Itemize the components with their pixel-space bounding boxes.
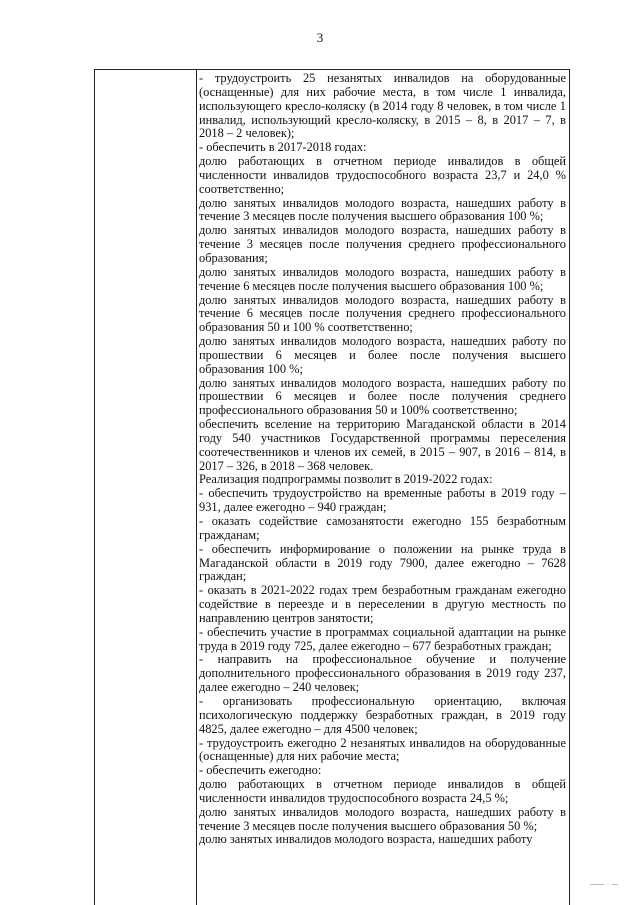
paragraph: - обеспечить в 2017-2018 годах: [199,140,367,155]
paragraph: долю занятых инвалидов молодого возраста, нашедших работу в течение 3 месяцев после получения высшего образования 100 %; [199,195,566,224]
paragraph: долю работающих в отчетном периоде инвалидов в общей численности инвалидов трудоспособного возраста 24,5 %; [199,777,566,805]
paragraph: - направить на профессиональное обучение и получение дополнительного профессионального образования в 2019 году 237, далее ежегодно – 240 человек; [199,652,566,695]
paragraph: - оказать содействие самозанятости ежегодно 155 безработным гражданам; [199,514,566,542]
paragraph: обеспечить вселение на территорию Магаданской области в 2014 году 540 участников Государственной программы переселения соотечественников и членов их семей, в 2015 – 907, в 2016 – 814, в 2017 – 326, в 2018 – 368 человек. [199,417,566,473]
paragraph: долю занятых инвалидов молодого возраста, нашедших работу по прошествии 6 месяцев и более после получения высшего образования 100 %; [199,334,566,376]
scan-speck [612,884,618,885]
paragraph: - трудоустроить ежегодно 2 незанятых инвалидов на оборудованные (оснащенные) для них рабочие места; [199,735,566,764]
scan-speck [590,884,604,885]
paragraph: долю занятых инвалидов молодого возраста, нашедших работу [199,832,533,847]
paragraph: - обеспечить ежегодно: [199,763,322,778]
paragraph: долю занятых инвалидов молодого возраста, нашедших работу в течение 3 месяцев после получения высшего образования 50 %; [199,804,566,833]
paragraph: - организовать профессиональную ориентацию, включая психологическую поддержку безработных граждан, в 2019 году 4825, далее ежегодно – для 4500 человек; [199,693,566,736]
paragraph: - трудоустроить 25 незанятых инвалидов на оборудованные (оснащенные) для них рабочие места, в том числе 1 инвалида, использующего кресло-коляску (в 2014 году 8 человек, в том числе 1 инвалид, использующий кресло-коляску, в 2015 – 8, в 2017 – 7, в 2018 – 2 человек); [199,71,566,141]
paragraph: - обеспечить участие в программах социальной адаптации на рынке труда в 2019 году 725, далее ежегодно – 677 безработных граждан; [199,624,566,653]
paragraph: Реализация подпрограммы позволит в 2019-2022 годах: [199,472,493,487]
paragraph: долю занятых инвалидов молодого возраста, нашедших работу в течение 6 месяцев после получения высшего образования 100 %; [199,264,566,293]
paragraph: - оказать в 2021-2022 годах трем безработным гражданам ежегодно содействие в переезде и в переселении в другую местность по направлению центров занятости; [199,583,566,625]
column-divider [196,70,197,905]
paragraph: долю занятых инвалидов молодого возраста, нашедших работу в течение 6 месяцев после получения среднего профессионального образования 50 и 100 % соответственно; [199,292,566,335]
paragraph: долю работающих в отчетном периоде инвалидов в общей численности инвалидов трудоспособного возраста 23,7 и 24,0 % соответственно; [199,154,566,196]
page-number: 3 [316,30,324,45]
paragraph: - обеспечить информирование о положении на рынке труда в Магаданской области в 2019 году 7900, далее ежегодно – 7628 граждан; [199,541,566,584]
paragraph: долю занятых инвалидов молодого возраста, нашедших работу в течение 3 месяцев после получения среднего профессионального образования; [199,223,566,265]
paragraph: долю занятых инвалидов молодого возраста, нашедших работу по прошествии 6 месяцев и более после получения среднего профессионального образования 50 и 100% соответственно; [199,375,566,418]
paragraph: - обеспечить трудоустройство на временные работы в 2019 году – 931, далее ежегодно – 940 граждан; [199,486,566,515]
right-column-cell [199,72,566,847]
content-table [94,69,570,905]
